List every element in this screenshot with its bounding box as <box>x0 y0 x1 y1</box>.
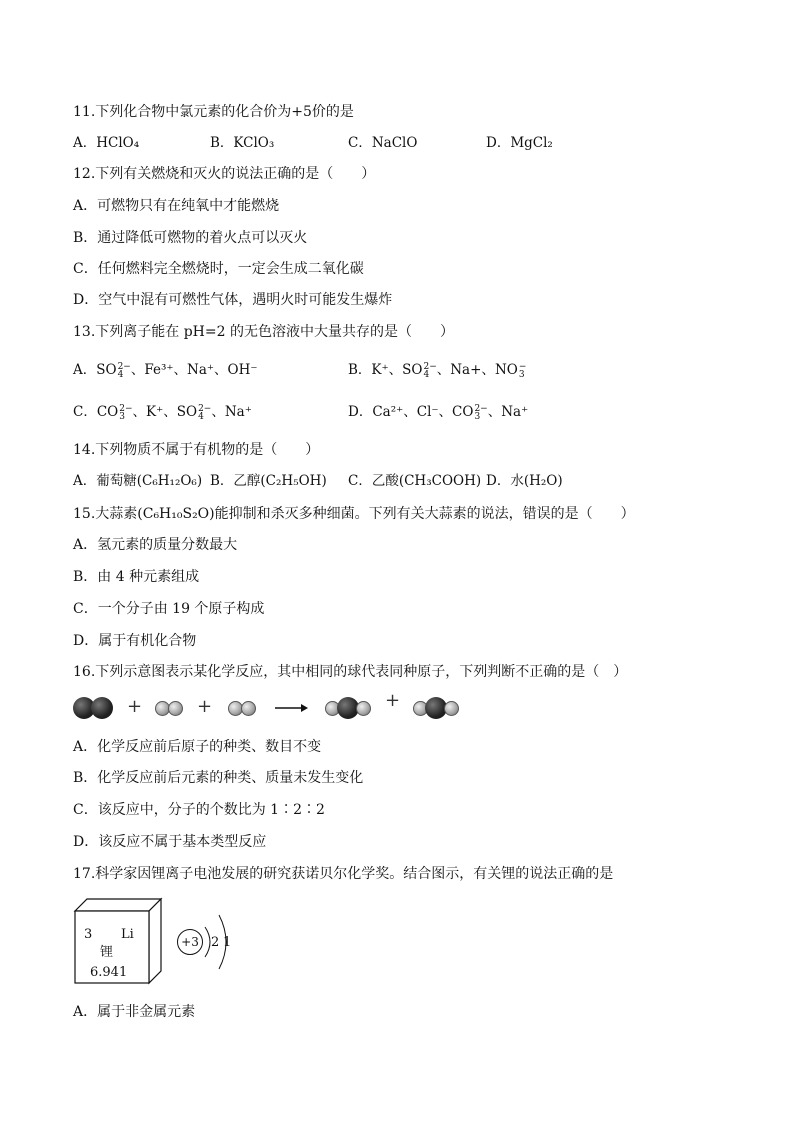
q15-option-a: A．氢元素的质量分数最大 <box>73 537 238 553</box>
q14-option-c: C．乙酸(CH₃COOH) <box>348 473 482 489</box>
q13-c-rest: 、Na⁺ <box>211 404 252 420</box>
nuclear-charge: +3 <box>181 935 199 949</box>
q13-a-prefix: A． <box>73 362 97 378</box>
q12-option-b: B．通过降低可燃物的着火点可以灭火 <box>73 230 308 246</box>
gray-atom <box>356 701 371 716</box>
sulfate-ion-notation: 2− 4 <box>423 361 437 380</box>
gray-atom <box>168 701 183 716</box>
molecule-reactant-1 <box>73 696 117 720</box>
q15-option-b: B．由 4 种元素组成 <box>73 569 200 585</box>
q13-b-rest: 、Na+、 <box>436 362 495 378</box>
q13-option-b: B．K⁺、SO 2− 4 、Na+、NO − 3 <box>348 361 527 380</box>
q11-stem: 11.下列化合物中氯元素的化合价为+5价的是 <box>73 104 354 120</box>
plus-sign: + <box>127 696 143 717</box>
shell-2-electrons: 1 <box>223 935 232 950</box>
atom-structure-diagram <box>175 905 245 975</box>
q13-b-mid: K⁺、 <box>371 362 403 378</box>
reaction-arrow-icon <box>275 702 309 714</box>
q11-option-b: B．KClO₃ <box>210 135 275 151</box>
dark-atom <box>91 697 113 719</box>
plus-sign: + <box>197 696 213 717</box>
q13-d-prefix: D． <box>348 404 373 420</box>
molecule-product-2 <box>413 696 465 720</box>
molecule-reactant-2 <box>155 699 189 717</box>
gray-atom <box>444 701 459 716</box>
cell-element-symbol: Li <box>121 927 134 942</box>
q12-option-d: D．空气中混有可燃性气体，遇明火时可能发生爆炸 <box>73 292 393 308</box>
q16-option-b: B．化学反应前后元素的种类、质量未发生变化 <box>73 770 364 786</box>
q14-option-a: A．葡萄糖(C₆H₁₂O₆) <box>73 473 203 489</box>
q13-option-d: D．Ca²⁺、Cl⁻、CO 2− 3 、Na⁺ <box>348 403 529 422</box>
q14-stem: 14.下列物质不属于有机物的是（ ） <box>73 442 320 458</box>
q12-option-a: A．可燃物只有在纯氧中才能燃烧 <box>73 198 280 214</box>
q13-b-prefix: B． <box>348 362 372 378</box>
q17-stem: 17.科学家因锂离子电池发展的研究获诺贝尔化学奖。结合图示，有关锂的说法正确的是 <box>73 866 614 882</box>
q16-option-a: A．化学反应前后原子的种类、数目不变 <box>73 739 322 755</box>
carbonate-ion-notation: 2− 3 <box>119 403 133 422</box>
q13-c-prefix: C． <box>73 404 97 420</box>
carbonate-ion-notation: 2− 3 <box>474 403 488 422</box>
q13-option-c: C．CO 2− 3 、K⁺、SO 2− 4 、Na⁺ <box>73 403 252 422</box>
q13-option-a: A．SO 2− 4 、Fe³⁺、Na⁺、OH⁻ <box>73 361 258 380</box>
q15-stem: 15.大蒜素(C₆H₁₀S₂O)能抑制和杀灭多种细菌。下列有关大蒜素的说法，错误的是（ ） <box>73 506 635 522</box>
q13-c-mid: 、K⁺、 <box>132 404 177 420</box>
q13-d-rest: 、Na⁺ <box>487 404 529 420</box>
q11-option-c: C．NaClO <box>348 135 418 151</box>
cell-element-name: 锂 <box>100 945 114 960</box>
q14-option-b: B．乙醇(C₂H₅OH) <box>210 473 327 489</box>
cell-atomic-number: 3 <box>84 927 93 942</box>
q15-option-c: C．一个分子由 19 个原子构成 <box>73 601 265 617</box>
q11-option-a: A．HClO₄ <box>73 135 140 151</box>
reaction-diagram <box>73 690 473 722</box>
cell-atomic-mass: 6.941 <box>90 965 128 980</box>
q11-option-d: D．MgCl₂ <box>486 135 553 151</box>
q12-stem: 12.下列有关燃烧和灭火的说法正确的是（ ） <box>73 166 376 182</box>
q16-stem: 16.下列示意图表示某化学反应，其中相同的球代表同种原子，下列判断不正确的是（ ） <box>73 664 628 680</box>
sulfate-ion-notation: 2− 4 <box>117 361 131 380</box>
molecule-reactant-3 <box>228 699 262 717</box>
q16-option-d: D．该反应不属于基本类型反应 <box>73 834 267 850</box>
q14-option-d: D．水(H₂O) <box>486 473 563 489</box>
shell-1-electrons: 2 <box>211 935 220 950</box>
q13-d-mid: Ca²⁺、Cl⁻、 <box>372 404 453 420</box>
plus-sign: + <box>385 690 401 711</box>
q13-a-rest: 、Fe³⁺、Na⁺、OH⁻ <box>130 362 258 378</box>
molecule-product-1 <box>325 696 377 720</box>
q15-option-d: D．属于有机化合物 <box>73 633 197 649</box>
sulfate-ion-notation: 2− 4 <box>198 403 212 422</box>
q12-option-c: C．任何燃料完全燃烧时，一定会生成二氧化碳 <box>73 261 364 277</box>
gray-atom <box>241 701 256 716</box>
q16-option-c: C．该反应中，分子的个数比为 1∶2∶2 <box>73 802 325 818</box>
nitrate-ion-notation: − 3 <box>518 361 527 380</box>
q13-stem: 13.下列离子能在 pH=2 的无色溶液中大量共存的是（ ） <box>73 324 454 340</box>
q17-option-a: A．属于非金属元素 <box>73 1004 196 1020</box>
